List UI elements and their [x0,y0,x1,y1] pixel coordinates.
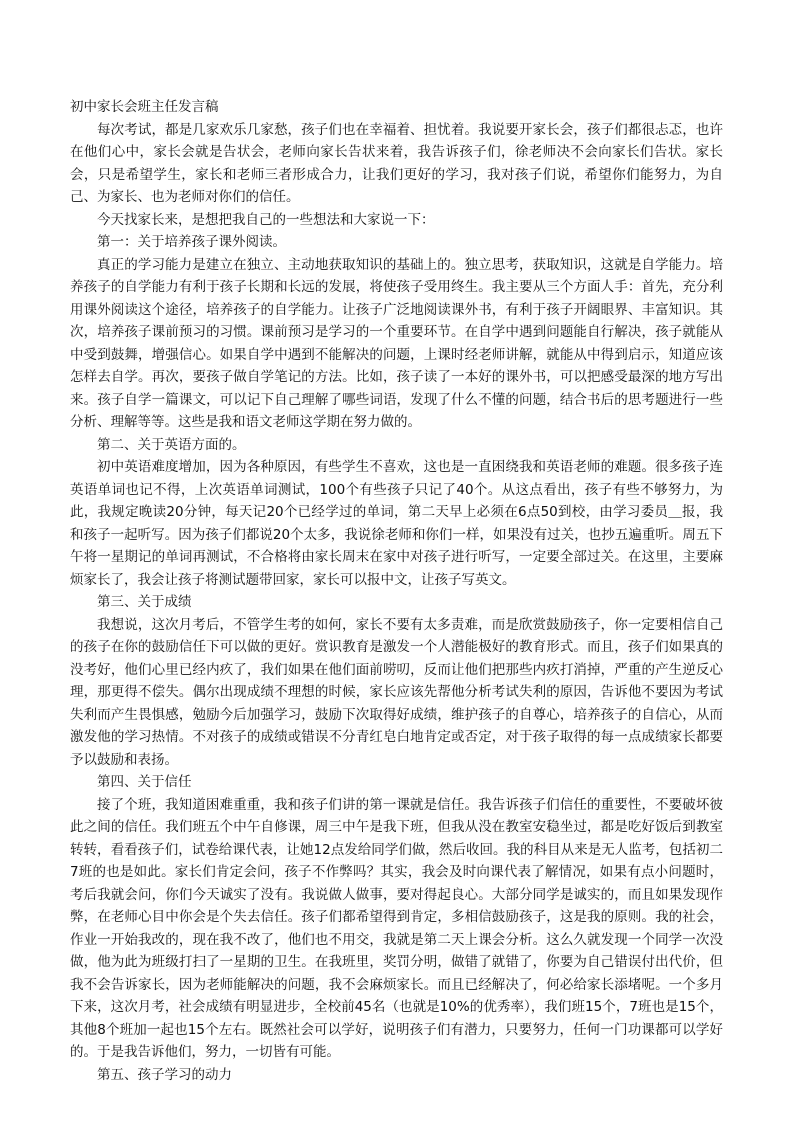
paragraph-english: 初中英语难度增加，因为各种原因，有些学生不喜欢，这也是一直困绕我和英语老师的难题。很多孩子连英语单词也记不得，上次英语单词测试，100个有些孩子只记了40个。从这点看出，孩子有些不够努力，为此，我规定晚读20分钟，每天记20个已经学过的单词，第二天早上必须在6点50到校，由学习委员＿报，我和孩子一起听写。因为孩子们都说20个太多，我说徐老师和你们一样，如果没有过关，也抄五遍重听。周五下午将一星期记的单词再测试，不合格将由家长周末在家中对孩子进行听写，一定要全部过关。在这里，主要麻烦家长了，我会让孩子将测试题带回家，家长可以报中文，让孩子写英文。 [70,459,723,588]
paragraph-grades: 我想说，这次月考后，不管学生考的如何，家长不要有太多责难，而是欣赏鼓励孩子，你一定要相信自己的孩子在你的鼓励信任下可以做的更好。赏识教育是激发一个人潜能极好的教育形式。而且，孩子们如果真的没考好，他们心里已经内疚了，我们如果在他们面前唠叨，反而让他们把那些内疚打消掉，严重的产生逆反心理，那更得不偿失。偶尔出现成绩不理想的时候，家长应该先帮他分析考试失利的原因，告诉他不要因为考试失利而产生畏惧感，勉励今后加强学习，鼓励下次取得好成绩，维护孩子的自尊心，培养孩子的自信心，从而激发他的学习热情。不对孩子的成绩或错误不分青红皂白地肯定或否定，对于孩子取得的每一点成绩家长都要予以鼓励和表扬。 [70,616,723,768]
section-heading-grades: 第三、关于成绩 [97,594,192,610]
section-heading-english: 第二、关于英语方面的。 [97,436,246,453]
paragraph-purpose: 今天找家长来，是想把我自己的一些想法和大家说一下： [97,211,435,228]
paragraph-intro: 每次考试，都是几家欢乐几家愁，孩子们也在幸福着、担忧着。我说要开家长会，孩子们都很忐忑，也许在他们心中，家长会就是告状会，老师向家长告状来着，我告诉孩子们，徐老师决不会向家长们告状。家长会，只是希望学生，家长和老师三者形成合力，让我们更好的学习，我对孩子们说，希望你们能努力，为自己、为家长、也为老师对你们的信任。 [70,121,723,205]
paragraph-trust: 接了个班，我知道困难重重，我和孩子们讲的第一课就是信任。我告诉孩子们信任的重要性，不要破坏彼此之间的信任。我们班五个中午自修课，周三中午是我下班，但我从没在教室安稳坐过，都是吃好饭后到教室转转，看看孩子们，试卷给课代表，让她12点发给同学们做，然后收回。我的科目从来是无人监考，包括初二7班的也是如此。家长们肯定会问，孩子不作弊吗？其实，我会及时向课代表了解情况，如果有点小问题时，考后我就会问，你们今天诚实了没有。我说做人做事，要对得起良心。大部分同学是诚实的，而且如果发现作弊，在老师心目中你会是个失去信任。孩子们都希望得到肯定，多相信鼓励孩子，这是我的原则。我的社会，作业一开始我改的，现在我不改了，他们也不用交，我就是第二天上课会分析。这么久就发现一个同学一次没做，他为此为班级打扫了一星期的卫生。在我班里，奖罚分明，做错了就错了，你要为自己错误付出代价，但我不会告诉家长，因为老师能解决的问题，我不会麻烦家长。而且已经解决了，何必给家长添堵呢。一个多月下来，这次月考，社会成绩有明显进步，全校前45名（也就是10%的优秀率），我们班15个，7班也是15个，其他8个班加一起也15个左右。既然社会可以学好，说明孩子们有潜力，只要努力，任何一门功课都可以学好的。于是我告诉他们，努力，一切皆有可能。 [70,796,723,1060]
section-heading-reading: 第一：关于培养孩子课外阅读。 [97,234,286,250]
document-page [70,96,723,1086]
document-title: 初中家长会班主任发言稿 [70,99,219,115]
section-heading-trust: 第四、关于信任 [97,774,192,790]
paragraph-reading: 真正的学习能力是建立在独立、主动地获取知识的基础上的。独立思考，获取知识，这就是自学能力。培养孩子的自学能力有利于孩子长期和长远的发展，将使孩子受用终生。我主要从三个方面人手：首先，充分利用课外阅读这个途径，培养孩子的自学能力。让孩子广泛地阅读课外书，有利于孩子开阔眼界、丰富知识。其次，培养孩子课前预习的习惯。课前预习是学习的一个重要环节。在自学中遇到问题能自行解决，孩子就能从中受到鼓舞，增强信心。如果自学中遇到不能解决的问题，上课时经老师讲解，就能从中得到启示，知道应该怎样去自学。再次，要孩子做自学笔记的方法。比如，孩子读了一本好的课外书，可以把感受最深的地方写出来。孩子自学一篇课文，可以记下自己理解了哪些词语，发现了什么不懂的问题，结合书后的思考题进行一些分析、理解等等。这些是我和语文老师这学期在努力做的。 [70,256,723,430]
section-heading-motivation: 第五、孩子学习的动力 [97,1066,232,1083]
